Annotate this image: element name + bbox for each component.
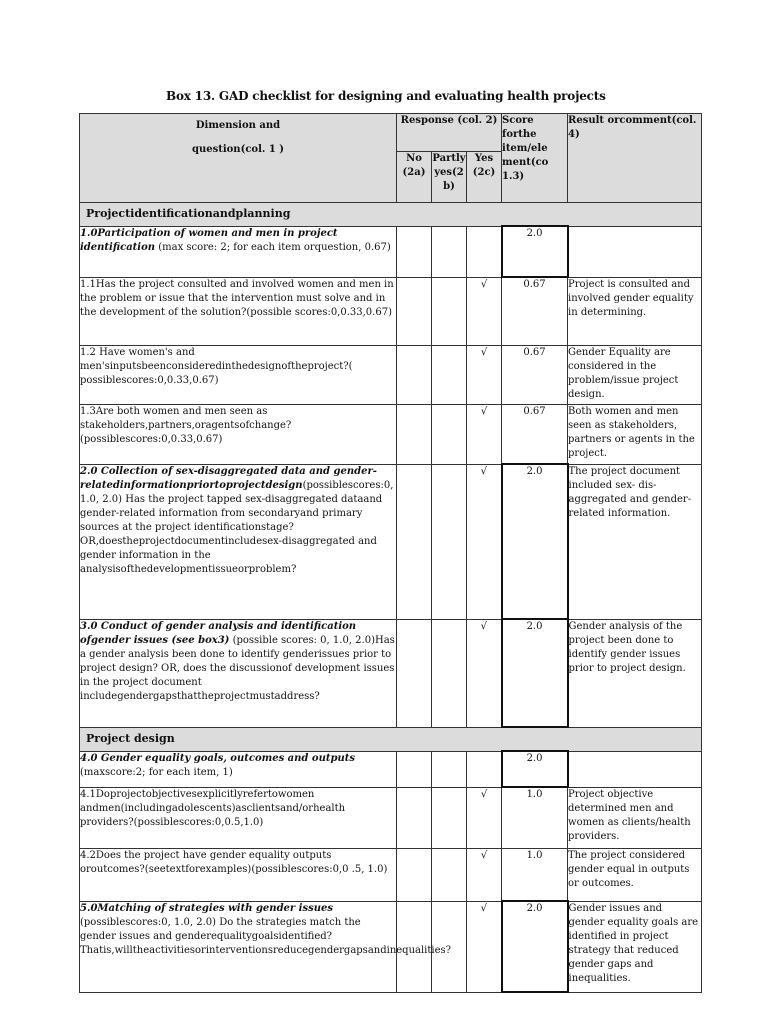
header-result: Result orcomment(col. 4) [568,114,702,203]
header-response: Response (col. 2) [397,114,502,152]
partly-cell [432,751,467,787]
no-cell [397,345,432,404]
question-cell: 4.0 Gender equality goals, outcomes and outputs (maxscore:2; for each item, 1) [80,751,397,787]
score-cell: 1.0 [502,787,568,848]
table-row [80,404,702,464]
score-cell: 2.0 [502,751,568,787]
no-cell [397,226,432,277]
question-cell: 1.0Participation of women and men in project identification (max score: 2; for each item orquestion, 0.67) [80,226,397,277]
yes-cell: √ [467,619,502,727]
result-cell: Gender issues and gender equality goals are identified in project strategy that reduced gender gaps and inequalities. [568,901,702,992]
partly-cell [432,404,467,464]
question-cell: 1.3Are both women and men seen as stakeholders,partners,oragentsofchange?(possiblescores:0,0.33,0.67) [80,404,397,464]
header-score: Score forthe item/ele ment(co 1.3) [502,114,568,203]
score-cell: 2.0 [502,901,568,992]
score-cell: 0.67 [502,277,568,345]
no-cell [397,619,432,727]
table-row [80,787,702,848]
yes-cell [467,226,502,277]
table-row [80,277,702,345]
no-cell [397,787,432,848]
yes-cell: √ [467,277,502,345]
partly-cell [432,848,467,901]
question-cell: 4.1Doprojectobjectivesexplicitlyrefertowomen andmen(includingadolescents)asclientsand/orhealth providers?(possiblescores:0,0.5,1.0) [80,787,397,848]
no-cell [397,848,432,901]
question-cell: 1.2 Have women's and men'sinputsbeenconsideredinthedesignoftheproject?( possiblescores:0,0.33,0.67) [80,345,397,404]
page-title: Box 13. GAD checklist for designing and evaluating health projects [166,89,606,103]
result-cell [568,226,702,277]
result-cell: Gender analysis of the project been done to identify gender issues prior to project design. [568,619,702,727]
table-row [80,901,702,992]
result-cell: Project is consulted and involved gender equality in determining. [568,277,702,345]
yes-cell [467,751,502,787]
table-row [80,619,702,727]
question-cell: 1.1Has the project consulted and involved women and men in the problem or issue that the intervention must solve and in the development of the solution?(possible scores:0,0.33,0.67) [80,277,397,345]
score-cell: 1.0 [502,848,568,901]
table-row [80,345,702,404]
score-cell: 2.0 [502,226,568,277]
no-cell [397,751,432,787]
gad-checklist-table [79,113,702,993]
question-cell: 3.0 Conduct of gender analysis and identification ofgender issues (see box3) (possible scores: 0, 1.0, 2.0)Has a gender analysis been done to identify genderissues prior to project design? OR, does the discussionof development issues in the project document includegendergapsthattheprojectmustaddress? [80,619,397,727]
partly-cell [432,277,467,345]
score-cell: 0.67 [502,345,568,404]
yes-cell: √ [467,464,502,619]
yes-cell: √ [467,848,502,901]
yes-cell: √ [467,404,502,464]
no-cell [397,404,432,464]
result-cell: The project document included sex- dis-aggregated and gender-related information. [568,464,702,619]
question-cell: 2.0 Collection of sex-disaggregated data and gender-relatedinformationpriortoprojectdesign(possiblescores:0, 1.0, 2.0) Has the project tapped sex-disaggregated dataand gender-related information from secondaryand primary sources at the project identificationstage?OR,doestheprojectdocumentincludesex-disaggregated and gender information in the analysisofthedevelopmentissueorproblem? [80,464,397,619]
header-yes: Yes (2c) [467,152,502,203]
section-row [80,203,702,227]
partly-cell [432,226,467,277]
result-cell: Both women and men seen as stakeholders, partners or agents in the project. [568,404,702,464]
section-row [80,727,702,751]
yes-cell: √ [467,345,502,404]
no-cell [397,464,432,619]
header-no: No (2a) [397,152,432,203]
table-row [80,751,702,787]
yes-cell: √ [467,787,502,848]
header-dimension: Dimension and question(col. 1 ) [80,114,397,203]
table-row [80,464,702,619]
table-row [80,848,702,901]
partly-cell [432,345,467,404]
no-cell [397,277,432,345]
question-cell: 4.2Does the project have gender equality outputs oroutcomes?(seetextforexamples)(possiblescores:0,0 .5, 1.0) [80,848,397,901]
result-cell [568,751,702,787]
score-cell: 0.67 [502,404,568,464]
result-cell: Gender Equality are considered in the problem/issue project design. [568,345,702,404]
result-cell: The project considered gender equal in outputs or outcomes. [568,848,702,901]
header-partly-yes: Partly yes(2 b) [432,152,467,203]
score-cell: 2.0 [502,619,568,727]
question-cell: 5.0Matching of strategies with gender issues (possiblescores:0, 1.0, 2.0) Do the strategies match the gender issues and genderequalitygoalsidentified?Thatis,willtheactivitiesorinterventionsreducegendergapsandinequalities? [80,901,397,992]
section-title: Project design [80,727,702,751]
table-row [80,226,702,277]
score-cell: 2.0 [502,464,568,619]
yes-cell: √ [467,901,502,992]
partly-cell [432,787,467,848]
section-title: Projectidentificationandplanning [80,203,702,227]
partly-cell [432,464,467,619]
partly-cell [432,619,467,727]
result-cell: Project objective determined men and women as clients/health providers. [568,787,702,848]
